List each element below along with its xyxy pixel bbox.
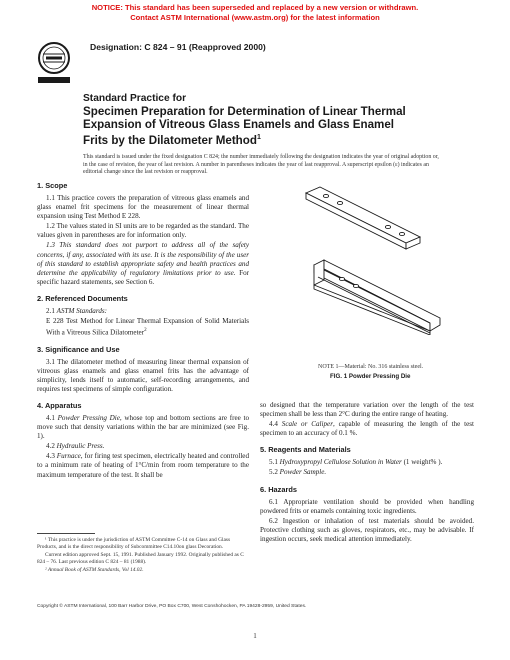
apparatus-4-4: 4.4 Scale or Caliper, capable of measuring the length of the test specimen to an accuracy of 0.1 %. [260,420,474,438]
reagents-5-1: 5.1 Hydroxypropyl Cellulose Solution in Water (1 weight% ). [269,458,443,467]
scope-1-3-tail: For specific hazard statements, see Section 6. [37,268,249,286]
section-significance-heading: 3. Significance and Use [37,344,120,354]
figure-caption: FIG. 1 Powder Pressing Die [330,373,411,380]
title-footnote-mark: 1 [256,134,261,142]
significance-3-1: 3.1 The dilatometer method of measuring linear thermal expansion of vitreous glass enamels and glass enamel frits has the advantage of simplicity, lends itself to automatic, self-recording arrangements, and requires test specimens of simple configuration. [37,357,249,393]
copyright-line: Copyright © ASTM International, 100 Barr Harbor Drive, PO Box C700, West Conshohocken, PA 19428-2959, United States. [37,604,307,609]
astm-logo [34,40,74,86]
footnote-mark-2: 2 [144,328,147,334]
footnote-1: ¹ This practice is under the jurisdiction of ASTM Committee C-14 on Glass and Glass Products, and is the direct responsibility of Subcommittee C14.10on glass Decoration. [37,537,231,550]
section-apparatus-heading: 4. Apparatus [37,400,82,410]
withdrawn-notice [0,3,510,22]
right-column [260,401,474,545]
apparatus-4-3-continued: so designed that the temperature variation over the length of the test specimen shall be less than 2°C during the entire range of heating. [260,401,474,419]
referenced-2-1: 2.1 ASTM Standards: [46,306,108,315]
hazards-6-2: 6.2 Ingestion or inhalation of test materials should be avoided. Protective clothing such as gloves, respirators, etc., may be advisable. If ingestion occurs, seek medical attention immediately. [260,516,474,543]
section-reagents-heading: 5. Reagents and Materials [260,445,351,455]
left-column [37,181,249,481]
scope-1-2: 1.2 The values stated in SI units are to be regarded as the standard. The values given in parentheses are for information only. [37,222,249,240]
hazards-6-1: 6.1 Appropriate ventilation should be provided when handling powdered frits or enamels containing toxic ingredients. [260,497,474,515]
section-referenced-heading: 2. Referenced Documents [37,293,128,303]
astm-standards-label: ASTM Standards: [56,306,108,315]
scope-1-3 [37,241,249,286]
footnote-rule [37,533,95,534]
page-number: 1 [253,632,257,640]
section-scope-heading: 1. Scope [37,181,68,190]
title-line-3 [83,131,483,147]
die-top-plate [306,187,420,249]
title-line-3-text: Frits by the Dilatometer Method [83,134,257,148]
notice-line-1: NOTICE: This standard has been superseded and replaced by a new version or withdrawn. [91,3,419,12]
title-line-1: Specimen Preparation for Determination of Linear Thermal [83,105,406,118]
notice-line-2: Contact ASTM International (www.astm.org) for the latest information [130,12,380,22]
scope-1-1: 1.1 This practice covers the preparation of vitreous glass enamels and glass enamel frit specimens for the measurement of linear thermal expansion using Test Method E 228. [37,194,249,221]
footnotes [37,537,249,575]
die-bottom-channel [314,260,440,335]
apparatus-4-2: 4.2 Hydraulic Press. [46,442,105,451]
referenced-e228: E 228 Test Method for Linear Thermal Expansion of Solid Materials With a Vitreous Silica Dilatometer$^2$ [46,317,249,337]
apparatus-4-3: 4.3 Furnace, for firing test specimen, electrically heated and controlled to a minimum rate of heating of 1°C/min from room temperature to the maximum temperature of the test. It shall be [37,452,249,479]
footnote-1-edition: Current edition approved Sept. 15, 1991. Published January 1992. Originally published as C 824 – 76. Last previous edition C 824 – 81 (1988). [37,551,244,565]
designation: Designation: C 824 – 91 (Reapproved 2000) [90,42,266,52]
title-line-2: Expansion of Vitreous Glass Enamels and Glass Enamel [83,118,394,132]
document-title [83,93,483,147]
title-prefix: Standard Practice for [83,93,187,104]
designation-note: This standard is issued under the fixed designation C 824; the number immediately following the designation indicates the year of original adoption or, in the case of revision, the year of last revision. A number in parentheses indicates the year of last reapproval. A superscript epsilon (ε) indicates an editorial change since the last revision or reapproval. [83,154,439,176]
figure-note: NOTE 1—Material: No. 316 stainless steel. [318,364,424,370]
scope-1-3-italic: 1.3 This standard does not purport to address all of the safety concerns, if any, associated with its use. It is the responsibility of the user of this standard to establish appropriate safety and health practices and determine the applicability of regulatory limitations prior to use. [37,241,249,277]
powder-pressing-die-figure [290,185,450,335]
footnote-2: ² Annual Book of ASTM Standards, Vol 14.02. [45,566,144,573]
reagents-5-2: 5.2 Powder Sample. [269,468,327,477]
apparatus-4-1: 4.1 Powder Pressing Die, whose top and bottom sections are free to move such that density variations within the bar are minimized (see Fig. 1). [37,413,250,441]
section-hazards-heading: 6. Hazards [260,484,297,494]
